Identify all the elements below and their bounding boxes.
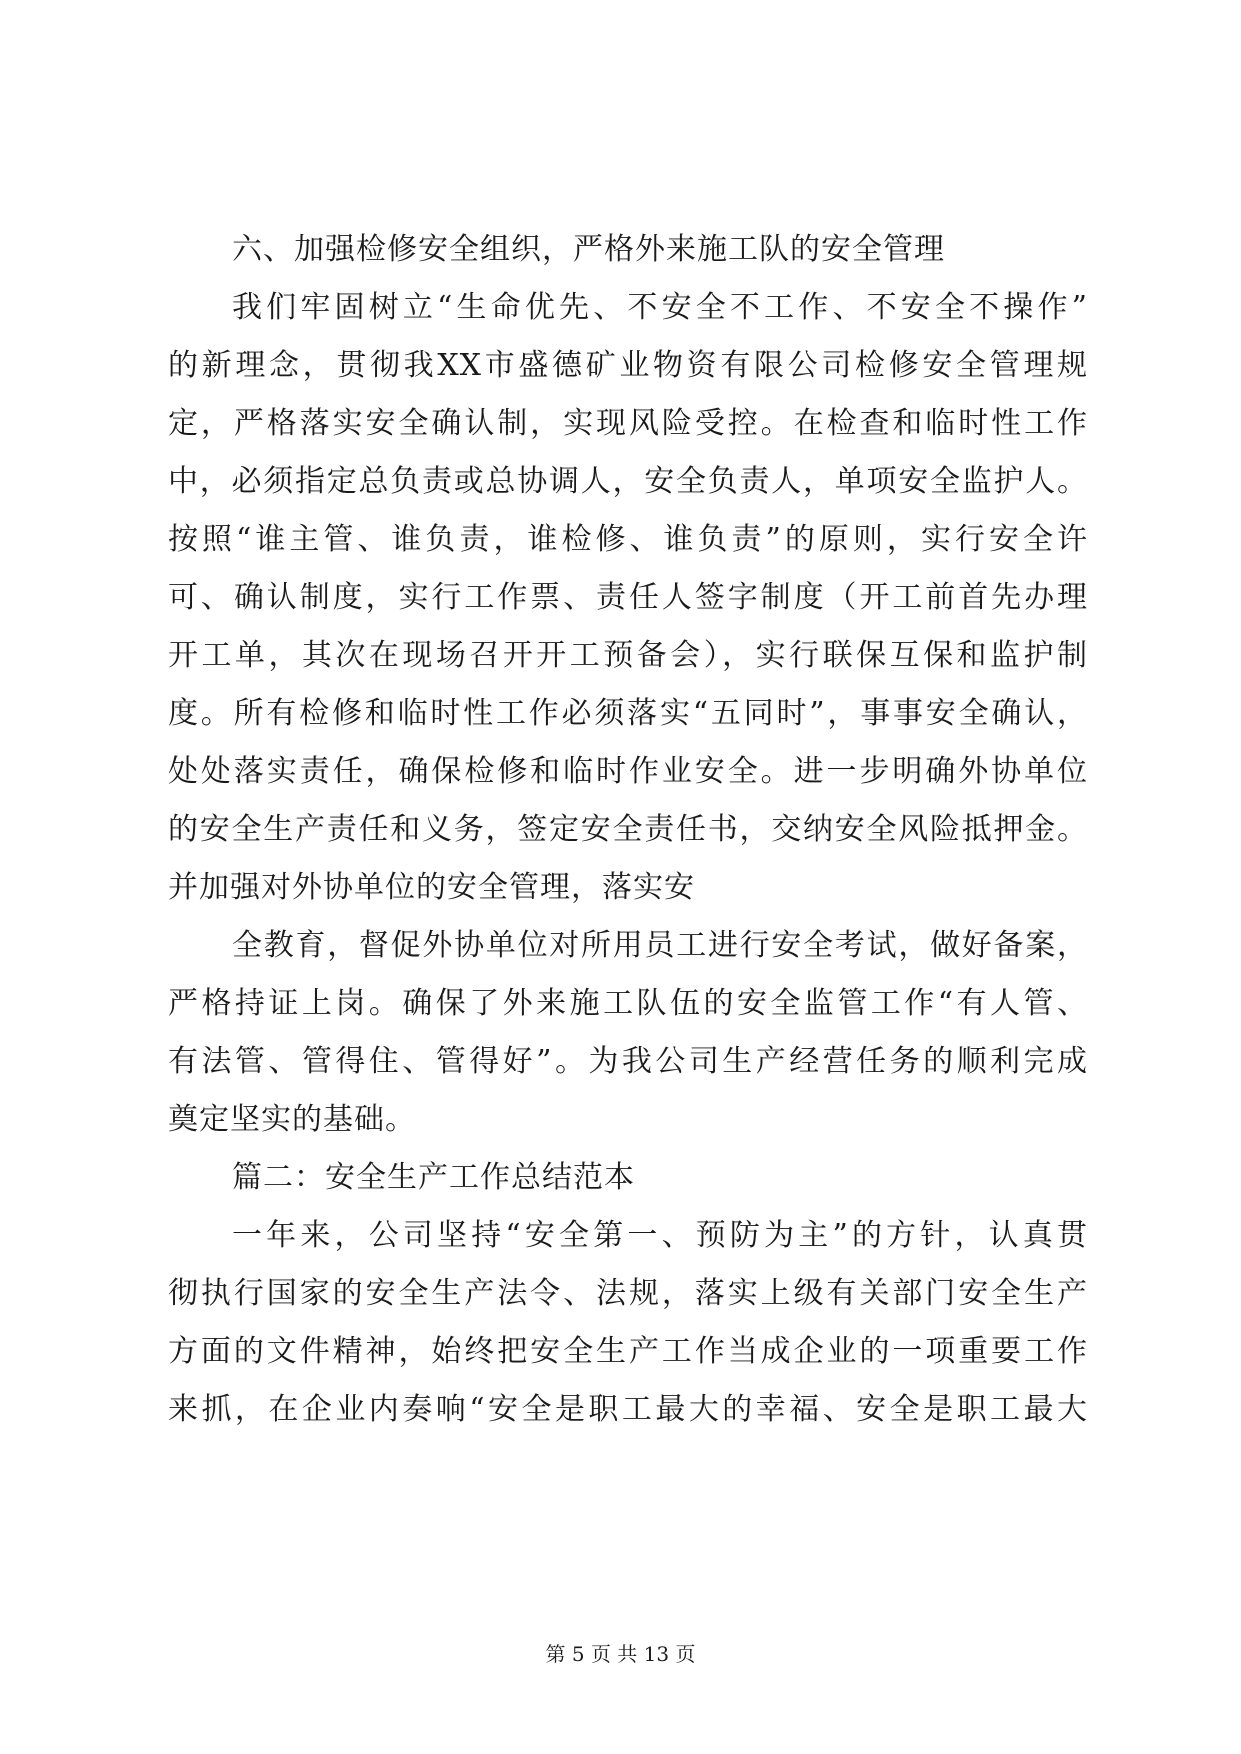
paragraph-line: 全教育，督促外协单位对所用员工进行安全考试，做好备案， <box>232 928 1088 963</box>
paragraph-line: 有法管、管得住、管得好”。为我公司生产经营任务的顺利完成 <box>168 1044 1088 1079</box>
paragraph-line: 处处落实责任，确保检修和临时作业安全。进一步明确外协单位 <box>168 754 1088 789</box>
paragraph-line: 严格持证上岗。确保了外来施工队伍的安全监管工作“有人管、 <box>168 986 1088 1021</box>
paragraph-line: 开工单，其次在现场召开开工预备会），实行联保互保和监护制 <box>168 638 1088 673</box>
paragraph-line: 可、确认制度，实行工作票、责任人签字制度（开工前首先办理 <box>168 580 1088 615</box>
paragraph-line: 来抓，在企业内奏响“安全是职工最大的幸福、安全是职工最大 <box>168 1392 1088 1427</box>
paragraph-line: 我们牢固树立“生命优先、不安全不工作、不安全不操作” <box>232 290 1088 325</box>
paragraph-line: 并加强对外协单位的安全管理，落实安 <box>168 870 695 905</box>
paragraph-line: 方面的文件精神，始终把安全生产工作当成企业的一项重要工作 <box>168 1334 1088 1369</box>
page-footer: 第 5 页 共 13 页 <box>545 1642 696 1666</box>
paragraph-line: 的安全生产责任和义务，签定安全责任书，交纳安全风险抵押金。 <box>168 812 1088 847</box>
paragraph-line: 彻执行国家的安全生产法令、法规，落实上级有关部门安全生产 <box>168 1276 1088 1311</box>
paragraph-line: 按照“谁主管、谁负责，谁检修、谁负责”的原则，实行安全许 <box>168 522 1088 557</box>
paragraph-line: 的新理念，贯彻我XX市盛德矿业物资有限公司检修安全管理规 <box>168 348 1088 383</box>
paragraph-line: 中，必须指定总负责或总协调人，安全负责人，单项安全监护人。 <box>168 464 1088 499</box>
paragraph-line: 定，严格落实安全确认制，实现风险受控。在检查和临时性工作 <box>168 406 1088 441</box>
paragraph-line: 一年来，公司坚持“安全第一、预防为主”的方针，认真贯 <box>232 1218 1088 1253</box>
paragraph-line: 度。所有检修和临时性工作必须落实“五同时”，事事安全确认， <box>168 696 1088 731</box>
section-heading: 篇二：安全生产工作总结范本 <box>232 1160 635 1195</box>
section-heading: 六、加强检修安全组织，严格外来施工队的安全管理 <box>232 232 945 267</box>
paragraph-line: 奠定坚实的基础。 <box>168 1102 416 1137</box>
